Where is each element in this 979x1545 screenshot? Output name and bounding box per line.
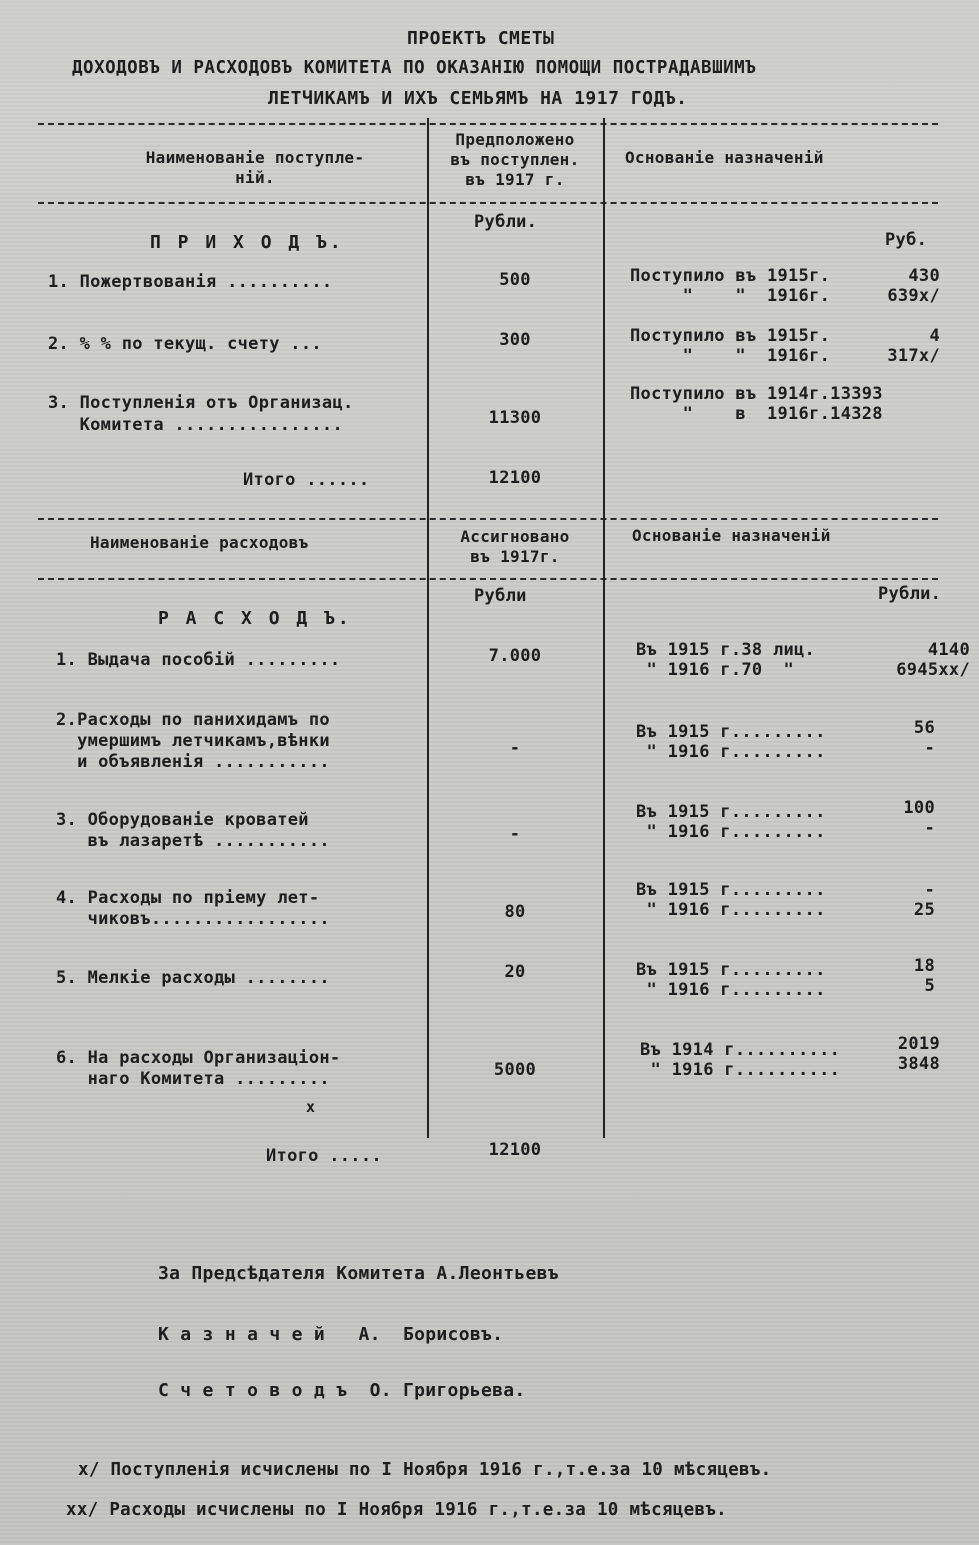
income-section-title: П Р И Х О Д Ъ.	[150, 232, 344, 253]
expense-row-3-values: 100 -	[903, 798, 935, 838]
expense-row-1-name: 1. Выдача пособій .........	[56, 650, 341, 670]
expense-row-2-amount: -	[509, 738, 521, 758]
expense-row-2-name: 2.Расходы по панихидамъ по умершимъ летчикамъ,вѣнки и объявленія ...........	[56, 710, 330, 772]
expense-row-4-basis: Въ 1915 г......... " 1916 г.........	[636, 880, 826, 920]
footnote-x: х/ Поступленія исчислены по I Ноября 1916 г.,т.е.за 10 мѣсяцевъ.	[78, 1460, 772, 1480]
expense-row-3-amount: -	[509, 824, 521, 844]
income-unit-col2: Рубли.	[474, 212, 538, 232]
rule-income-end	[38, 518, 938, 520]
expense-row-4-amount: 80	[504, 902, 526, 922]
rule-expense-header	[38, 578, 938, 580]
expense-mid-mark: x	[306, 1098, 316, 1116]
income-row-3-name: 3. Поступленія отъ Организац. Комитета ................	[48, 393, 354, 435]
rule-header-bottom	[38, 202, 938, 204]
expense-row-2-values: 56 -	[913, 718, 935, 758]
expense-row-5-basis: Въ 1915 г......... " 1916 г.........	[636, 960, 826, 1000]
signature-chair: За Предсѣдателя Комитета А.Леонтьевъ	[158, 1263, 559, 1284]
income-row-2-values: 4 317х/	[887, 326, 940, 366]
expense-row-6-name: 6. На расходы Организацiон- наго Комитета .........	[56, 1048, 341, 1089]
expense-col3-header: Основаніе назначеній	[632, 526, 831, 545]
expense-row-6-basis: Въ 1914 г.......... " 1916 г..........	[640, 1040, 841, 1080]
column-divider-right	[603, 118, 605, 1138]
column-divider-left	[427, 118, 429, 1138]
expense-total-label: Итого .....	[266, 1146, 382, 1166]
expense-row-5-values: 18 5	[913, 956, 935, 996]
expense-row-3-name: 3. Оборудованіе кроватей въ лазаретѣ ...........	[56, 810, 330, 851]
expense-section-title: Р А С Х О Д Ъ.	[158, 608, 352, 629]
expense-row-1-basis: Въ 1915 г.38 лиц. " 1916 г.70 "	[636, 640, 816, 680]
expense-row-6-values: 2019 3848	[897, 1034, 940, 1074]
expense-col1-header: Наименованіе расходовъ	[90, 533, 309, 552]
income-row-1-basis: Поступило въ 1915г. " " 1916г.	[630, 266, 831, 306]
signature-treasurer: К а з н а ч е й А. Борисовъ.	[158, 1324, 504, 1345]
expense-row-4-values: - 25	[913, 880, 935, 920]
expense-col2-header: Ассигновано въ 1917г.	[460, 527, 570, 566]
income-total-label: Итого ......	[243, 470, 370, 490]
title-line-2: ДОХОДОВЪ И РАСХОДОВЪ КОМИТЕТА ПО ОКАЗАНІЮ ПОМОЩИ ПОСТРАДАВШИМЪ	[72, 58, 757, 78]
title-line-3: ЛЕТЧИКАМЪ И ИХЪ СЕМЬЯМЪ НА 1917 ГОДЪ.	[268, 88, 688, 109]
expense-unit-col2: Рубли	[474, 586, 527, 606]
income-col2-header: Предположено въ поступлен. въ 1917 г.	[450, 130, 580, 189]
income-row-2-name: 2. % % по текущ. счету ...	[48, 334, 322, 354]
expense-total-value: 12100	[488, 1140, 542, 1160]
expense-unit-col3: Рубли.	[878, 584, 942, 604]
income-row-2-basis: Поступило въ 1915г. " " 1916г.	[630, 326, 831, 366]
expense-row-2-basis: Въ 1915 г......... " 1916 г.........	[636, 722, 826, 762]
expense-row-1-amount: 7.000	[488, 646, 542, 666]
expense-row-6-amount: 5000	[493, 1060, 537, 1080]
income-row-1-values: 430 639х/	[887, 266, 940, 306]
expense-row-3-basis: Въ 1915 г......... " 1916 г.........	[636, 802, 826, 842]
income-row-1-name: 1. Пожертвованія ..........	[48, 272, 333, 292]
rule-top	[38, 123, 938, 125]
expense-row-5-name: 5. Мелкіе расходы ........	[56, 968, 330, 988]
footnote-xx: хх/ Расходы исчислены по I Ноября 1916 г.,т.е.за 10 мѣсяцевъ.	[66, 1500, 727, 1520]
income-total-value: 12100	[488, 468, 542, 488]
title-line-1: ПРОЕКТЪ СМЕТЫ	[407, 28, 555, 49]
income-row-2-amount: 300	[499, 330, 531, 350]
expense-row-4-name: 4. Расходы по пріему лет- чиковъ.................	[56, 888, 330, 929]
income-row-1-amount: 500	[499, 270, 531, 290]
income-row-3-amount: 11300	[488, 408, 542, 428]
income-row-3-basis: Поступило въ 1914г.13393 " в 1916г.14328	[630, 384, 883, 424]
income-col1-header: Наименованіе поступле- ній.	[145, 148, 365, 187]
income-unit-col3: Руб.	[885, 230, 928, 250]
signature-accountant: С ч е т о в о д ъ О. Григорьева.	[158, 1380, 526, 1401]
expense-row-1-values: 4140 6945хх/	[896, 640, 970, 680]
expense-row-5-amount: 20	[504, 962, 526, 982]
income-col3-header: Основаніе назначеній	[625, 148, 824, 167]
